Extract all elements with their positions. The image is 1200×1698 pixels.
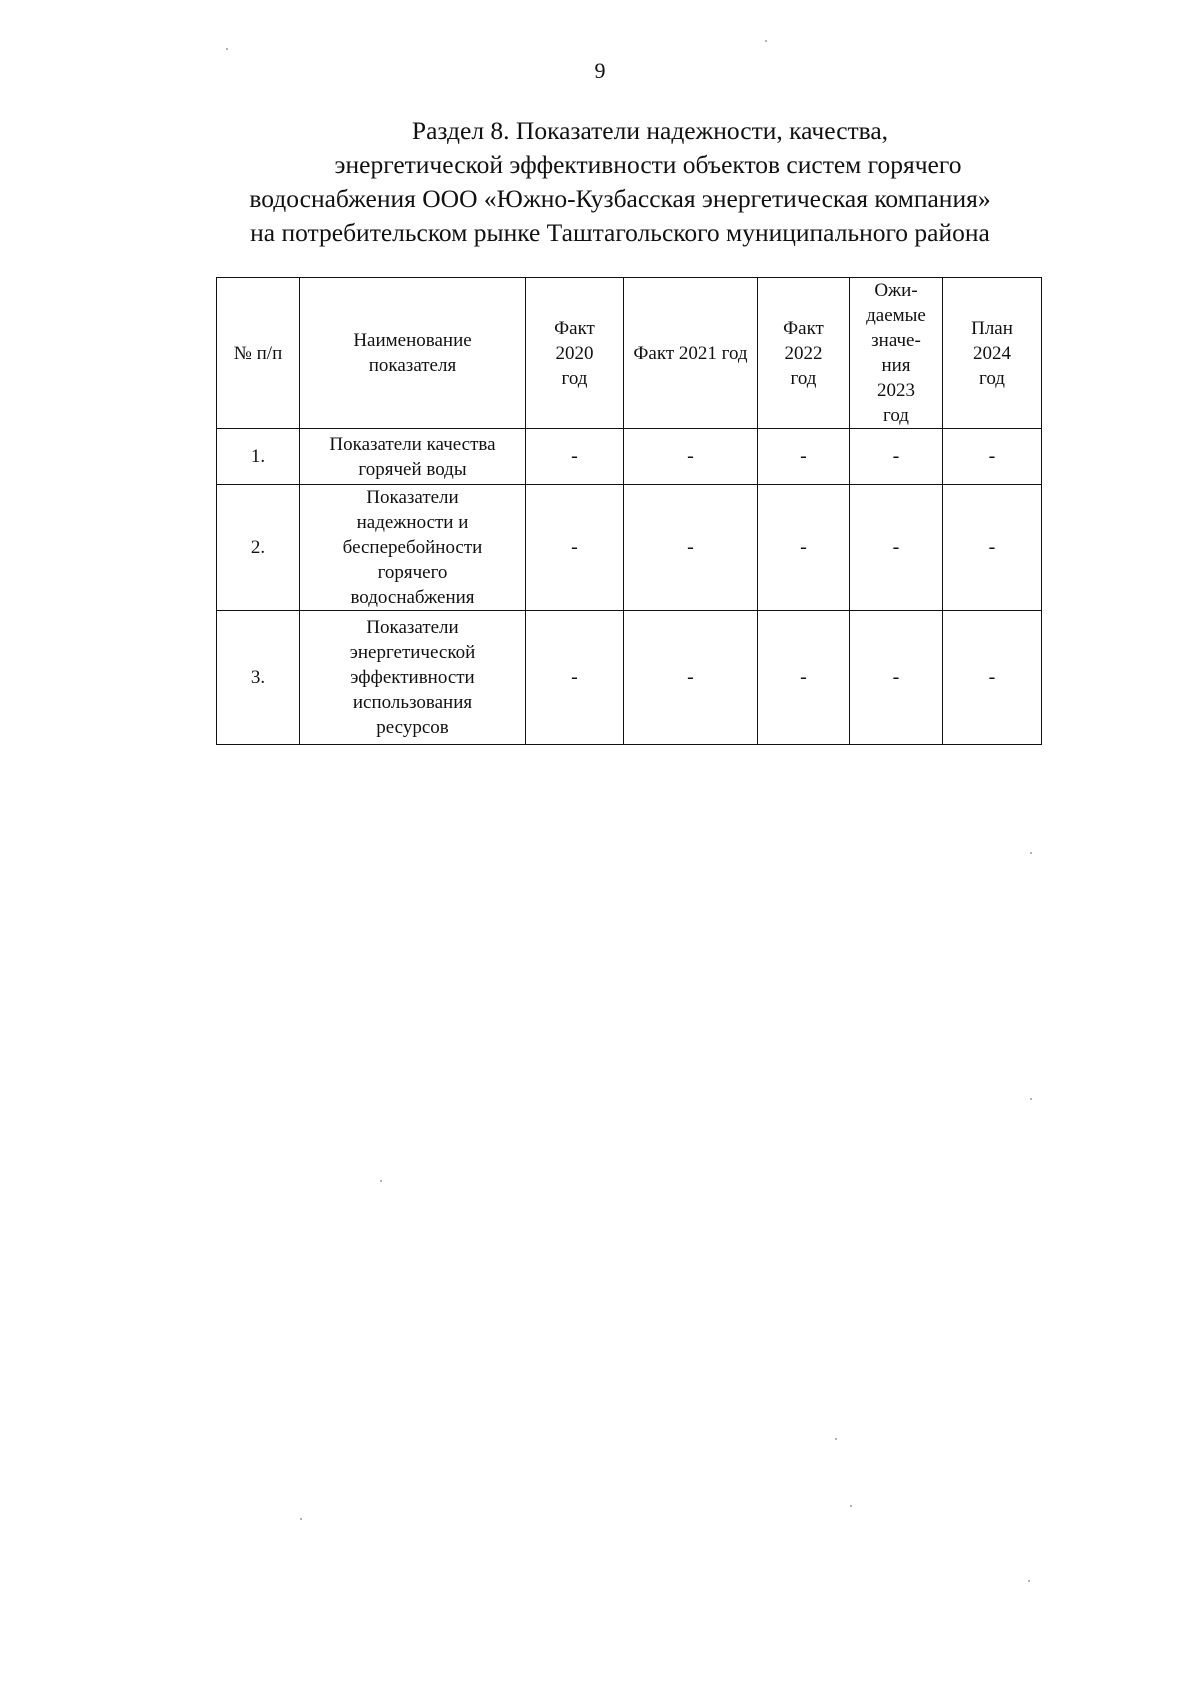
indicators-table	[216, 277, 1042, 745]
scan-speck	[226, 48, 228, 50]
cell-name: Показатели энергетической эффективности использования ресурсов	[300, 611, 526, 745]
scan-speck	[1028, 1580, 1030, 1582]
cell-fact-2021: -	[624, 611, 758, 745]
cell-num: 3.	[217, 611, 300, 745]
cell-expected-2023: -	[850, 485, 943, 611]
cell-fact-2020: -	[526, 429, 624, 485]
header-fact-2022: Факт 2022 год	[758, 278, 850, 429]
cell-fact-2021: -	[624, 429, 758, 485]
scan-speck	[850, 1505, 852, 1507]
scan-speck	[380, 1180, 382, 1182]
header-expected-2023: Ожи-даемые значе-ния 2023 год	[850, 278, 943, 429]
cell-fact-2021: -	[624, 485, 758, 611]
cell-fact-2020: -	[526, 485, 624, 611]
scan-speck	[1030, 1098, 1032, 1100]
header-fact-2021: Факт 2021 год	[624, 278, 758, 429]
header-plan-2024: План 2024 год	[943, 278, 1042, 429]
header-num: № п/п	[217, 278, 300, 429]
cell-num: 1.	[217, 429, 300, 485]
table-header-row	[217, 278, 1042, 429]
scan-speck	[835, 1438, 837, 1440]
cell-plan-2024: -	[943, 485, 1042, 611]
heading-line: энергетической эффективности объектов систем горячего	[334, 150, 962, 179]
cell-fact-2022: -	[758, 485, 850, 611]
table-row	[217, 611, 1042, 745]
cell-fact-2022: -	[758, 429, 850, 485]
cell-fact-2020: -	[526, 611, 624, 745]
header-fact-2020: Факт 2020 год	[526, 278, 624, 429]
section-heading	[200, 114, 1040, 250]
cell-expected-2023: -	[850, 611, 943, 745]
heading-line: на потребительском рынке Таштагольского муниципального района	[250, 218, 990, 247]
scan-speck	[765, 40, 767, 42]
heading-line: водоснабжения ООО «Южно-Кузбасская энергетическая компания»	[249, 184, 991, 213]
page-number: 9	[594, 58, 606, 83]
cell-name: Показатели качества горячей воды	[300, 429, 526, 485]
table-row	[217, 485, 1042, 611]
cell-num: 2.	[217, 485, 300, 611]
heading-line: Раздел 8. Показатели надежности, качества,	[411, 116, 889, 145]
cell-name: Показатели надежности и бесперебойности горячего водоснабжения	[300, 485, 526, 611]
table-row	[217, 429, 1042, 485]
header-name: Наименование показателя	[300, 278, 526, 429]
cell-fact-2022: -	[758, 611, 850, 745]
cell-expected-2023: -	[850, 429, 943, 485]
cell-plan-2024: -	[943, 611, 1042, 745]
cell-plan-2024: -	[943, 429, 1042, 485]
scan-speck	[300, 1518, 302, 1520]
scan-speck	[1030, 852, 1032, 854]
